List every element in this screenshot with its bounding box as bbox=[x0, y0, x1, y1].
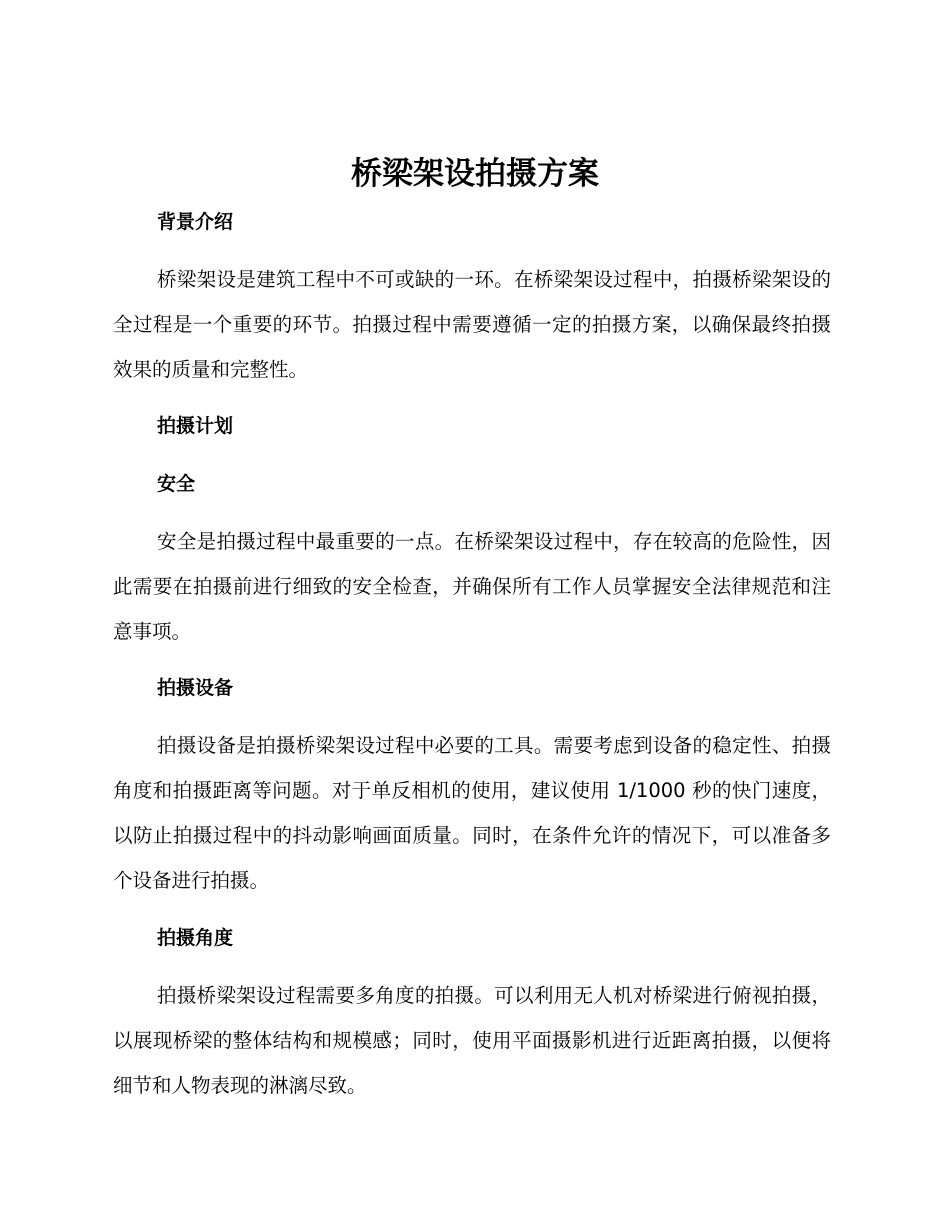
safety-heading: 安全 bbox=[157, 473, 196, 495]
equipment-paragraph: 拍摄设备是拍摄桥梁架设过程中必要的工具。需要考虑到设备的稳定性、拍摄角度和拍摄距离等问题。对于单反相机的使用，建议使用 1/1000 秒的快门速度，以防止拍摄过程中的抖动影响画面质量。同时，在条件允许的情况下，可以准备多个设备进行拍摄。 bbox=[113, 734, 831, 892]
angle-paragraph: 拍摄桥梁架设过程需要多角度的拍摄。可以利用无人机对桥梁进行俯视拍摄，以展现桥梁的整体结构和规模感；同时，使用平面摄影机进行近距离拍摄，以便将细节和人物表现的淋漓尽致。 bbox=[113, 984, 831, 1097]
document-title: 桥梁架设拍摄方案 bbox=[351, 156, 599, 192]
angle-heading: 拍摄角度 bbox=[157, 927, 234, 949]
background-heading: 背景介绍 bbox=[157, 211, 234, 233]
plan-heading: 拍摄计划 bbox=[157, 415, 234, 437]
background-paragraph: 桥梁架设是建筑工程中不可或缺的一环。在桥梁架设过程中，拍摄桥梁架设的全过程是一个重要的环节。拍摄过程中需要遵循一定的拍摄方案，以确保最终拍摄效果的质量和完整性。 bbox=[113, 268, 831, 381]
equipment-heading: 拍摄设备 bbox=[157, 677, 234, 699]
safety-paragraph: 安全是拍摄过程中最重要的一点。在桥梁架设过程中，存在较高的危险性，因此需要在拍摄前进行细致的安全检查，并确保所有工作人员掌握安全法律规范和注意事项。 bbox=[113, 530, 831, 643]
